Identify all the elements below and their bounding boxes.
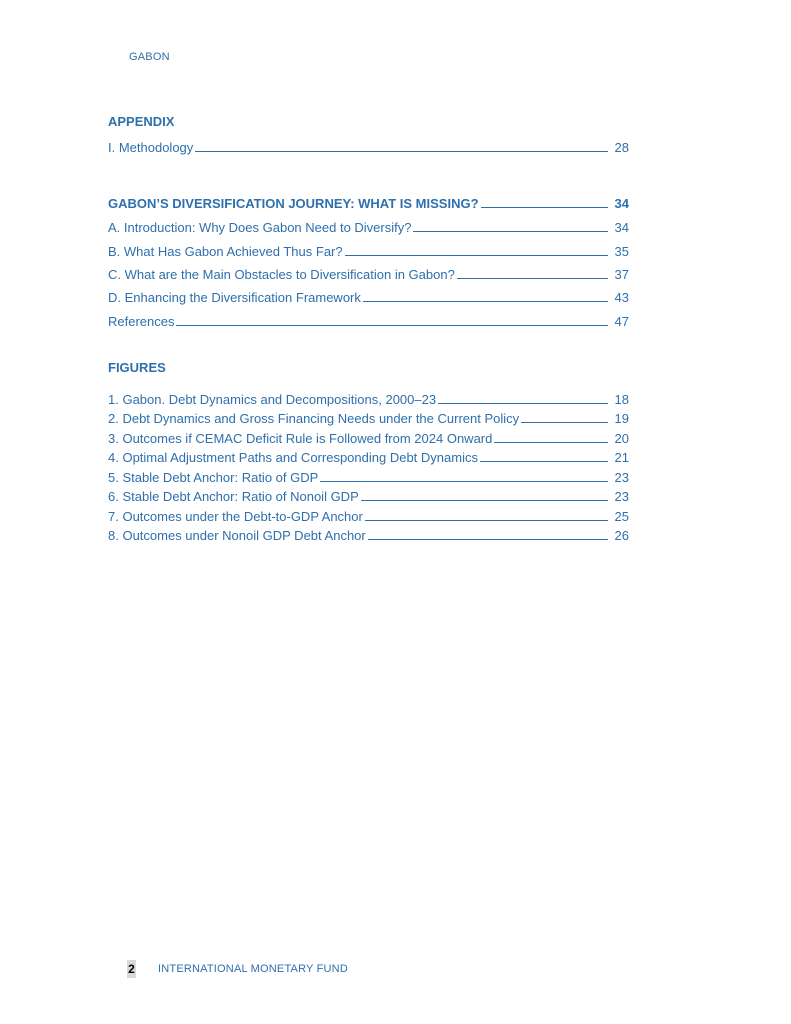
toc-chapter-page: 34 (614, 196, 629, 211)
toc-leader-line (457, 278, 608, 279)
toc-figure-3[interactable] (108, 429, 629, 446)
toc-entry-title: References (108, 314, 175, 329)
toc-entry-title: D. Enhancing the Diversification Framework (108, 290, 361, 305)
toc-figure-title: 2. Debt Dynamics and Gross Financing Needs under the Current Policy (108, 411, 520, 426)
toc-figure-title: 4. Optimal Adjustment Paths and Corresponding Debt Dynamics (108, 450, 478, 465)
toc-entry-page: 28 (614, 140, 629, 155)
toc-figure-page: 21 (614, 450, 629, 465)
toc-figure-page: 23 (614, 470, 629, 485)
toc-entry-achievements[interactable] (108, 241, 629, 259)
toc-figure-page: 25 (614, 509, 629, 524)
toc-entry-page: 34 (614, 220, 629, 235)
toc-leader-line (521, 422, 608, 423)
toc-leader-line (438, 403, 608, 404)
toc-leader-line (481, 207, 608, 208)
toc-entry-title: I. Methodology (108, 140, 194, 155)
toc-figure-page: 19 (614, 411, 629, 426)
appendix-heading: APPENDIX (108, 114, 175, 129)
toc-leader-line (345, 255, 608, 256)
toc-entry-title: B. What Has Gabon Achieved Thus Far? (108, 244, 343, 259)
toc-entry-title: C. What are the Main Obstacles to Diversification in Gabon? (108, 267, 455, 282)
toc-entry-page: 43 (614, 290, 629, 305)
toc-figure-title: 3. Outcomes if CEMAC Deficit Rule is Followed from 2024 Onward (108, 431, 493, 446)
figures-heading: FIGURES (108, 360, 166, 375)
toc-chapter-title: GABON’S DIVERSIFICATION JOURNEY: WHAT IS MISSING? (108, 196, 479, 211)
toc-entry-page: 47 (614, 314, 629, 329)
toc-leader-line (413, 231, 608, 232)
toc-figure-page: 18 (614, 392, 629, 407)
toc-entry-framework[interactable] (108, 287, 629, 305)
toc-leader-line (176, 325, 608, 326)
toc-leader-line (320, 481, 608, 482)
toc-entry-methodology[interactable] (108, 137, 629, 155)
toc-entry-obstacles[interactable] (108, 264, 629, 282)
toc-leader-line (494, 442, 608, 443)
toc-leader-line (363, 301, 608, 302)
toc-figure-page: 26 (614, 528, 629, 543)
toc-figure-8[interactable] (108, 526, 629, 543)
toc-figure-page: 23 (614, 489, 629, 504)
toc-leader-line (361, 500, 608, 501)
toc-figure-7[interactable] (108, 507, 629, 524)
toc-figure-page: 20 (614, 431, 629, 446)
toc-leader-line (195, 151, 608, 152)
toc-leader-line (480, 461, 608, 462)
toc-figure-6[interactable] (108, 487, 629, 504)
toc-entry-introduction[interactable] (108, 217, 629, 235)
toc-figure-title: 6. Stable Debt Anchor: Ratio of Nonoil GDP (108, 489, 359, 504)
toc-figure-title: 1. Gabon. Debt Dynamics and Decompositions, 2000–23 (108, 392, 437, 407)
toc-figure-1[interactable] (108, 390, 629, 407)
toc-entry-page: 35 (614, 244, 629, 259)
footer-page-number: 2 (128, 962, 135, 976)
toc-entry-references[interactable] (108, 311, 629, 329)
toc-chapter-diversification[interactable] (108, 193, 629, 211)
toc-figure-title: 7. Outcomes under the Debt-to-GDP Anchor (108, 509, 363, 524)
running-header-country: GABON (129, 51, 170, 63)
footer-organization: INTERNATIONAL MONETARY FUND (158, 963, 348, 975)
toc-figure-5[interactable] (108, 468, 629, 485)
toc-entry-title: A. Introduction: Why Does Gabon Need to Diversify? (108, 220, 412, 235)
toc-figure-title: 8. Outcomes under Nonoil GDP Debt Anchor (108, 528, 366, 543)
toc-leader-line (365, 520, 608, 521)
toc-entry-page: 37 (614, 267, 629, 282)
toc-leader-line (368, 539, 608, 540)
toc-figure-2[interactable] (108, 409, 629, 426)
toc-figure-4[interactable] (108, 448, 629, 465)
toc-figure-title: 5. Stable Debt Anchor: Ratio of GDP (108, 470, 319, 485)
